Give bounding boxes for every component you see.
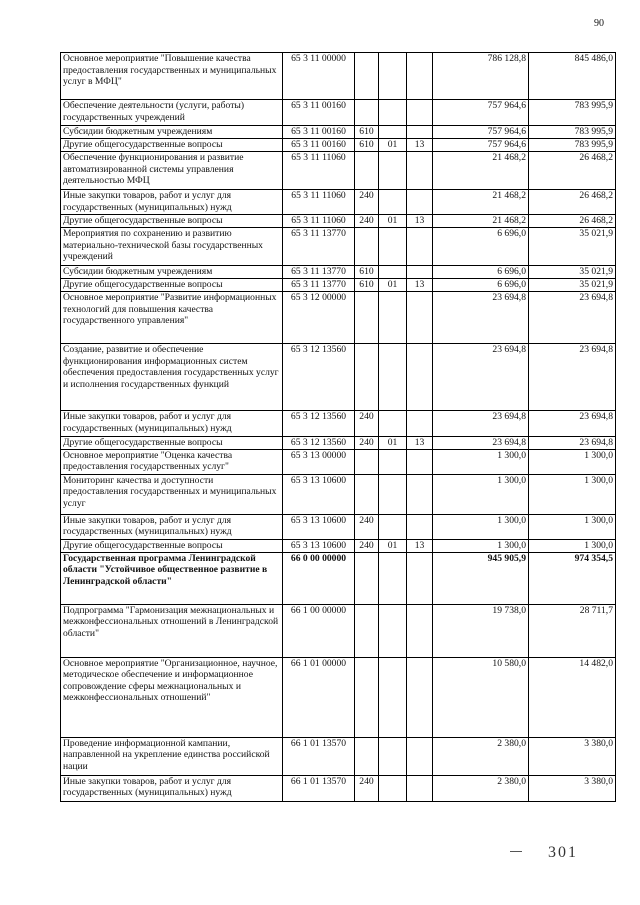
row-name-cell: Основное мероприятие "Развитие информационных технологий для повышения качества государственного управления" [61,292,283,344]
subsection-cell: 13 [407,279,433,292]
subsection-cell [407,657,433,737]
subsection-cell: 13 [407,437,433,450]
amount-year2-cell: 23 694,8 [529,292,616,344]
section-cell [379,604,407,657]
amount-year1-cell: 21 468,2 [433,215,529,228]
section-cell: 01 [379,279,407,292]
amount-year2-cell: 845 486,0 [529,53,616,100]
target-article-code-cell: 65 3 12 13560 [283,437,355,450]
budget-table [60,52,616,802]
amount-year1-cell: 2 380,0 [433,737,529,775]
amount-year1-cell: 786 128,8 [433,53,529,100]
subsection-cell [407,775,433,801]
target-article-code-cell: 65 3 11 11060 [283,190,355,215]
subsection-cell [407,292,433,344]
amount-year2-cell: 28 711,7 [529,604,616,657]
amount-year1-cell: 945 905,9 [433,552,529,604]
subsection-cell: 13 [407,539,433,552]
amount-year1-cell: 1 300,0 [433,474,529,514]
subsection-cell [407,552,433,604]
section-cell [379,190,407,215]
row-name-cell: Иные закупки товаров, работ и услуг для государственных (муниципальных) нужд [61,514,283,539]
target-article-code-cell: 65 3 11 13770 [283,266,355,279]
expense-type-cell [355,228,379,266]
amount-year1-cell: 757 964,6 [433,100,529,126]
row-name-cell: Иные закупки товаров, работ и услуг для государственных (муниципальных) нужд [61,775,283,801]
subsection-cell [407,266,433,279]
amount-year2-cell: 1 300,0 [529,474,616,514]
table-row [61,190,616,215]
section-cell: 01 [379,215,407,228]
amount-year1-cell: 6 696,0 [433,279,529,292]
amount-year1-cell: 23 694,8 [433,411,529,437]
budget-table-body [61,53,616,802]
target-article-code-cell: 65 3 11 00160 [283,139,355,152]
section-cell [379,152,407,190]
subsection-cell [407,228,433,266]
section-cell [379,344,407,411]
row-name-cell: Другие общегосударственные вопросы [61,139,283,152]
section-cell [379,292,407,344]
amount-year2-cell: 26 468,2 [529,152,616,190]
row-name-cell: Подпрограмма "Гармонизация межнациональных и межконфессиональных отношений в Ленинградской области" [61,604,283,657]
amount-year2-cell: 23 694,8 [529,437,616,450]
expense-type-cell: 240 [355,437,379,450]
expense-type-cell [355,737,379,775]
expense-type-cell: 240 [355,775,379,801]
row-name-cell: Создание, развитие и обеспечение функционирования информационных систем обеспечения предоставления государственных услуг и исполнения государственных функций [61,344,283,411]
amount-year1-cell: 6 696,0 [433,228,529,266]
subsection-cell [407,737,433,775]
subsection-cell [407,411,433,437]
amount-year2-cell: 14 482,0 [529,657,616,737]
expense-type-cell [355,344,379,411]
expense-type-cell [355,100,379,126]
page-number: 90 [594,18,604,29]
table-row [61,657,616,737]
target-article-code-cell: 65 3 11 00160 [283,100,355,126]
table-row [61,126,616,139]
section-cell: 01 [379,539,407,552]
row-name-cell: Основное мероприятие "Повышение качества предоставления государственных и муниципальных услуг в МФЦ" [61,53,283,100]
row-name-cell: Обеспечение функционирования и развитие автоматизированной системы управления деятельностью МФЦ [61,152,283,190]
amount-year2-cell: 783 995,9 [529,100,616,126]
subsection-cell [407,190,433,215]
target-article-code-cell: 65 3 13 00000 [283,449,355,474]
section-cell [379,411,407,437]
stamp-dash [510,851,522,852]
row-name-cell: Мониторинг качества и доступности предоставления государственных и муниципальных услуг [61,474,283,514]
amount-year1-cell: 19 738,0 [433,604,529,657]
target-article-code-cell: 66 1 00 00000 [283,604,355,657]
target-article-code-cell: 65 3 11 13770 [283,279,355,292]
target-article-code-cell: 65 3 11 11060 [283,152,355,190]
amount-year1-cell: 757 964,6 [433,126,529,139]
amount-year2-cell: 974 354,5 [529,552,616,604]
table-row [61,215,616,228]
table-row [61,604,616,657]
expense-type-cell: 240 [355,215,379,228]
amount-year1-cell: 1 300,0 [433,539,529,552]
target-article-code-cell: 65 3 13 10600 [283,539,355,552]
section-cell [379,775,407,801]
row-name-cell: Обеспечение деятельности (услуги, работы) государственных учреждений [61,100,283,126]
section-cell [379,552,407,604]
amount-year1-cell: 21 468,2 [433,190,529,215]
section-cell [379,100,407,126]
amount-year2-cell: 35 021,9 [529,279,616,292]
section-cell [379,737,407,775]
subsection-cell [407,449,433,474]
table-row [61,775,616,801]
table-row [61,344,616,411]
target-article-code-cell: 65 3 13 10600 [283,514,355,539]
subsection-cell [407,514,433,539]
table-row [61,292,616,344]
target-article-code-cell: 66 1 01 13570 [283,737,355,775]
row-name-cell: Государственная программа Ленинградской области "Устойчивое общественное развитие в Ленинградской области" [61,552,283,604]
amount-year2-cell: 783 995,9 [529,139,616,152]
amount-year1-cell: 1 300,0 [433,514,529,539]
target-article-code-cell: 65 3 12 13560 [283,411,355,437]
table-row [61,152,616,190]
target-article-code-cell: 65 3 13 10600 [283,474,355,514]
subsection-cell: 13 [407,139,433,152]
table-row [61,100,616,126]
row-name-cell: Основное мероприятие "Организационное, научное, методическое обеспечение и информационное сопровождение сферы межнациональных и межконфессиональных отношений" [61,657,283,737]
target-article-code-cell: 66 1 01 13570 [283,775,355,801]
subsection-cell [407,152,433,190]
amount-year2-cell: 23 694,8 [529,344,616,411]
table-row [61,228,616,266]
amount-year1-cell: 21 468,2 [433,152,529,190]
target-article-code-cell: 65 3 11 00000 [283,53,355,100]
expense-type-cell: 610 [355,139,379,152]
row-name-cell: Иные закупки товаров, работ и услуг для государственных (муниципальных) нужд [61,411,283,437]
amount-year2-cell: 26 468,2 [529,190,616,215]
expense-type-cell: 610 [355,279,379,292]
subsection-cell [407,126,433,139]
subsection-cell [407,344,433,411]
section-cell [379,657,407,737]
target-article-code-cell: 65 3 11 00160 [283,126,355,139]
table-row [61,411,616,437]
table-row [61,449,616,474]
row-name-cell: Проведение информационной кампании, направленной на укрепление единства российской нации [61,737,283,775]
amount-year2-cell: 3 380,0 [529,737,616,775]
row-name-cell: Мероприятия по сохранению и развитию материально-технической базы государственных учреждений [61,228,283,266]
table-row [61,737,616,775]
amount-year1-cell: 757 964,6 [433,139,529,152]
row-name-cell: Иные закупки товаров, работ и услуг для государственных (муниципальных) нужд [61,190,283,215]
row-name-cell: Другие общегосударственные вопросы [61,215,283,228]
table-row [61,266,616,279]
expense-type-cell [355,474,379,514]
section-cell [379,266,407,279]
amount-year2-cell: 35 021,9 [529,228,616,266]
section-cell [379,514,407,539]
row-name-cell: Другие общегосударственные вопросы [61,539,283,552]
amount-year1-cell: 1 300,0 [433,449,529,474]
expense-type-cell: 610 [355,266,379,279]
amount-year2-cell: 26 468,2 [529,215,616,228]
amount-year1-cell: 23 694,8 [433,292,529,344]
amount-year2-cell: 1 300,0 [529,449,616,474]
amount-year2-cell: 1 300,0 [529,514,616,539]
amount-year1-cell: 23 694,8 [433,344,529,411]
amount-year1-cell: 10 580,0 [433,657,529,737]
expense-type-cell [355,53,379,100]
row-name-cell: Субсидии бюджетным учреждениям [61,126,283,139]
amount-year2-cell: 23 694,8 [529,411,616,437]
table-row [61,437,616,450]
expense-type-cell [355,657,379,737]
expense-type-cell [355,292,379,344]
archive-stamp: 301 [548,844,578,861]
expense-type-cell: 240 [355,190,379,215]
subsection-cell [407,604,433,657]
target-article-code-cell: 65 3 12 00000 [283,292,355,344]
target-article-code-cell: 66 0 00 00000 [283,552,355,604]
subsection-cell [407,474,433,514]
row-name-cell: Субсидии бюджетным учреждениям [61,266,283,279]
amount-year1-cell: 2 380,0 [433,775,529,801]
amount-year1-cell: 23 694,8 [433,437,529,450]
expense-type-cell [355,604,379,657]
row-name-cell: Другие общегосударственные вопросы [61,279,283,292]
row-name-cell: Другие общегосударственные вопросы [61,437,283,450]
section-cell [379,126,407,139]
expense-type-cell [355,552,379,604]
amount-year2-cell: 35 021,9 [529,266,616,279]
section-cell [379,228,407,266]
target-article-code-cell: 65 3 11 11060 [283,215,355,228]
expense-type-cell: 240 [355,411,379,437]
table-row [61,474,616,514]
subsection-cell: 13 [407,215,433,228]
expense-type-cell: 610 [355,126,379,139]
section-cell: 01 [379,139,407,152]
expense-type-cell: 240 [355,514,379,539]
table-row [61,139,616,152]
table-row [61,279,616,292]
section-cell [379,53,407,100]
target-article-code-cell: 65 3 11 13770 [283,228,355,266]
table-row [61,539,616,552]
subsection-cell [407,100,433,126]
section-cell: 01 [379,437,407,450]
section-cell [379,449,407,474]
amount-year2-cell: 3 380,0 [529,775,616,801]
expense-type-cell [355,152,379,190]
expense-type-cell: 240 [355,539,379,552]
amount-year1-cell: 6 696,0 [433,266,529,279]
expense-type-cell [355,449,379,474]
table-row [61,53,616,100]
amount-year2-cell: 1 300,0 [529,539,616,552]
target-article-code-cell: 66 1 01 00000 [283,657,355,737]
table-row [61,514,616,539]
target-article-code-cell: 65 3 12 13560 [283,344,355,411]
subsection-cell [407,53,433,100]
row-name-cell: Основное мероприятие "Оценка качества предоставления государственных услуг" [61,449,283,474]
amount-year2-cell: 783 995,9 [529,126,616,139]
section-cell [379,474,407,514]
table-row [61,552,616,604]
